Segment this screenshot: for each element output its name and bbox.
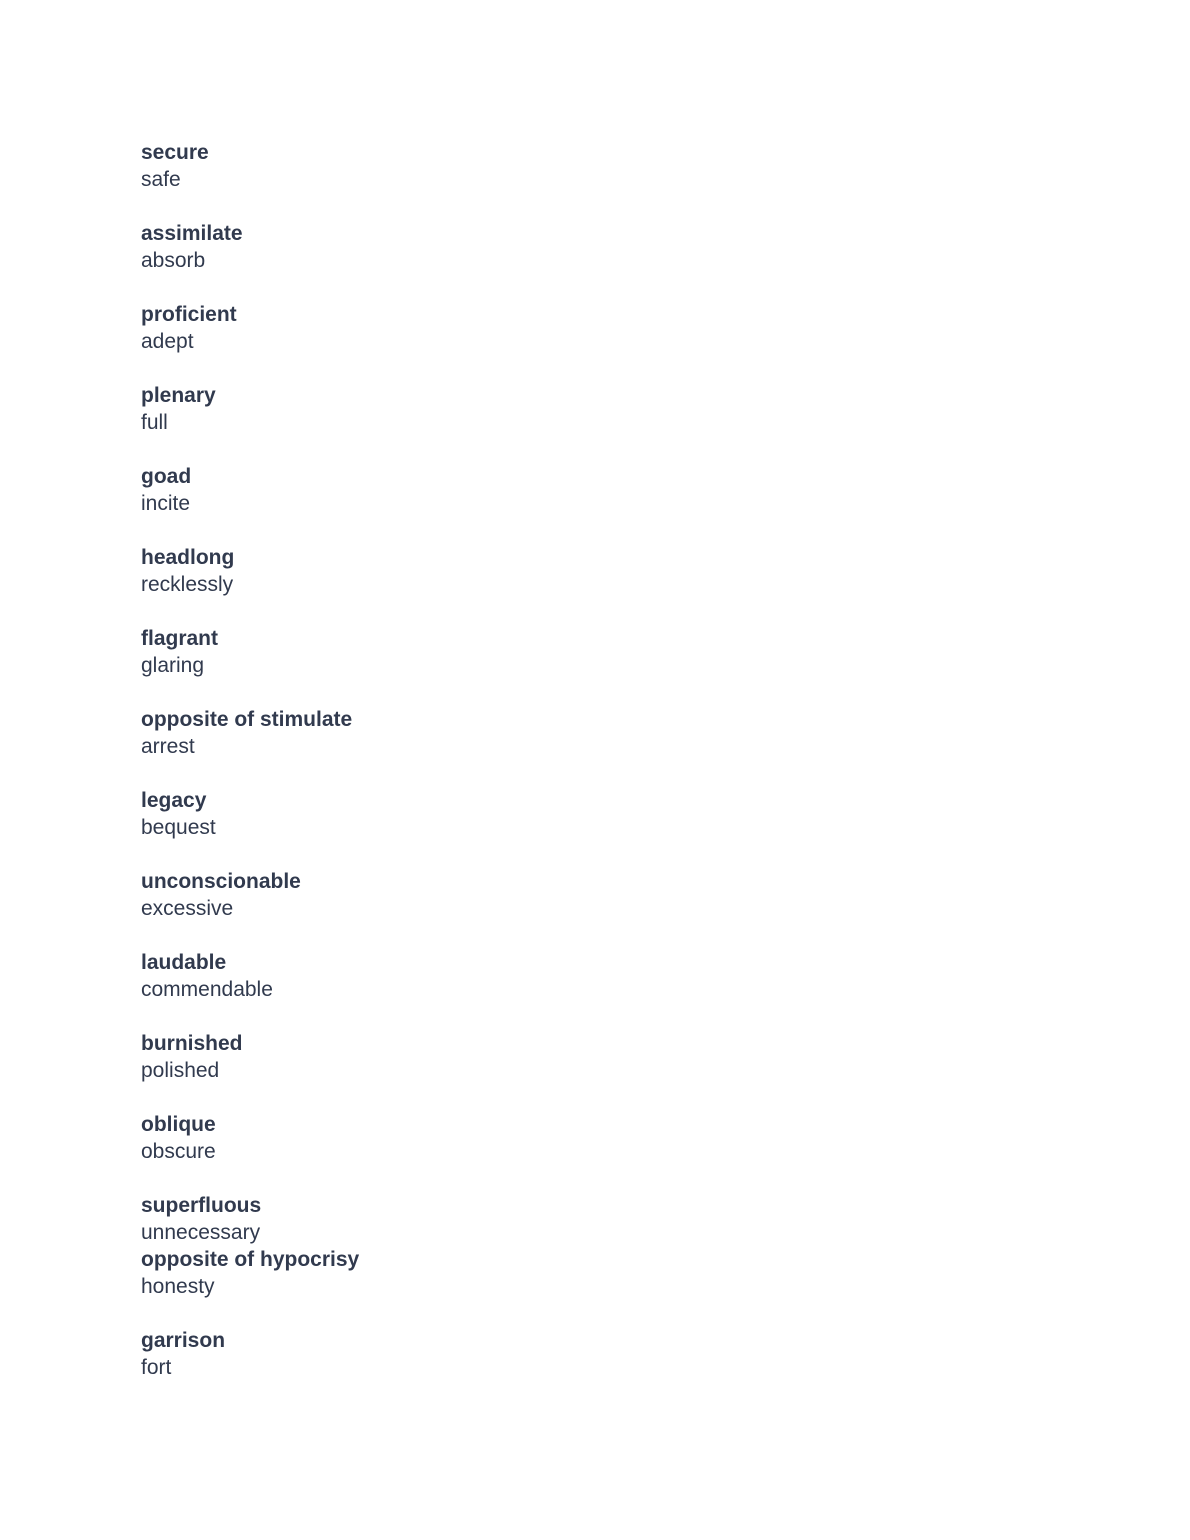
vocab-term: burnished: [141, 1032, 243, 1055]
vocab-definition: honesty: [141, 1275, 215, 1298]
vocab-definition: obscure: [141, 1140, 216, 1163]
vocab-entry: [141, 1246, 1130, 1300]
vocab-definition: adept: [141, 330, 194, 353]
vocab-definition: full: [141, 411, 168, 434]
vocab-term: assimilate: [141, 222, 243, 245]
vocab-definition: excessive: [141, 897, 234, 920]
vocab-entry: [141, 301, 1130, 355]
vocab-term: garrison: [141, 1329, 226, 1352]
vocab-term: superfluous: [141, 1194, 262, 1217]
vocab-term: laudable: [141, 951, 227, 974]
vocab-entry: [141, 868, 1130, 922]
vocab-term: opposite of hypocrisy: [141, 1248, 360, 1271]
vocab-entry: [141, 382, 1130, 436]
vocab-entry: [141, 220, 1130, 274]
vocab-entry: [141, 1192, 1130, 1246]
vocab-definition: incite: [141, 492, 191, 515]
vocab-entry: [141, 544, 1130, 598]
vocab-term: opposite of stimulate: [141, 708, 353, 731]
vocab-definition: recklessly: [141, 573, 234, 596]
vocab-definition: bequest: [141, 816, 216, 839]
vocab-term: unconscionable: [141, 870, 301, 893]
vocab-definition: fort: [141, 1356, 172, 1379]
vocab-definition: arrest: [141, 735, 195, 758]
vocab-definition: safe: [141, 168, 181, 191]
vocab-term: secure: [141, 141, 209, 164]
vocab-list: [141, 139, 1130, 1408]
vocab-entry: [141, 1030, 1130, 1084]
vocab-definition: absorb: [141, 249, 206, 272]
vocab-entry: [141, 625, 1130, 679]
vocab-entry: [141, 139, 1130, 193]
vocab-entry: [141, 949, 1130, 1003]
vocab-term: plenary: [141, 384, 216, 407]
vocab-entry: [141, 463, 1130, 517]
vocab-term: flagrant: [141, 627, 219, 650]
vocab-definition: glaring: [141, 654, 205, 677]
vocab-term: legacy: [141, 789, 207, 812]
vocab-definition: unnecessary: [141, 1221, 261, 1244]
vocab-entry: [141, 1111, 1130, 1165]
vocab-entry: [141, 787, 1130, 841]
vocab-definition: polished: [141, 1059, 220, 1082]
vocab-term: headlong: [141, 546, 235, 569]
vocab-entry: [141, 1327, 1130, 1381]
vocab-definition: commendable: [141, 978, 273, 1001]
vocab-entry: [141, 706, 1130, 760]
vocab-term: oblique: [141, 1113, 216, 1136]
vocab-term: proficient: [141, 303, 237, 326]
vocab-term: goad: [141, 465, 192, 488]
